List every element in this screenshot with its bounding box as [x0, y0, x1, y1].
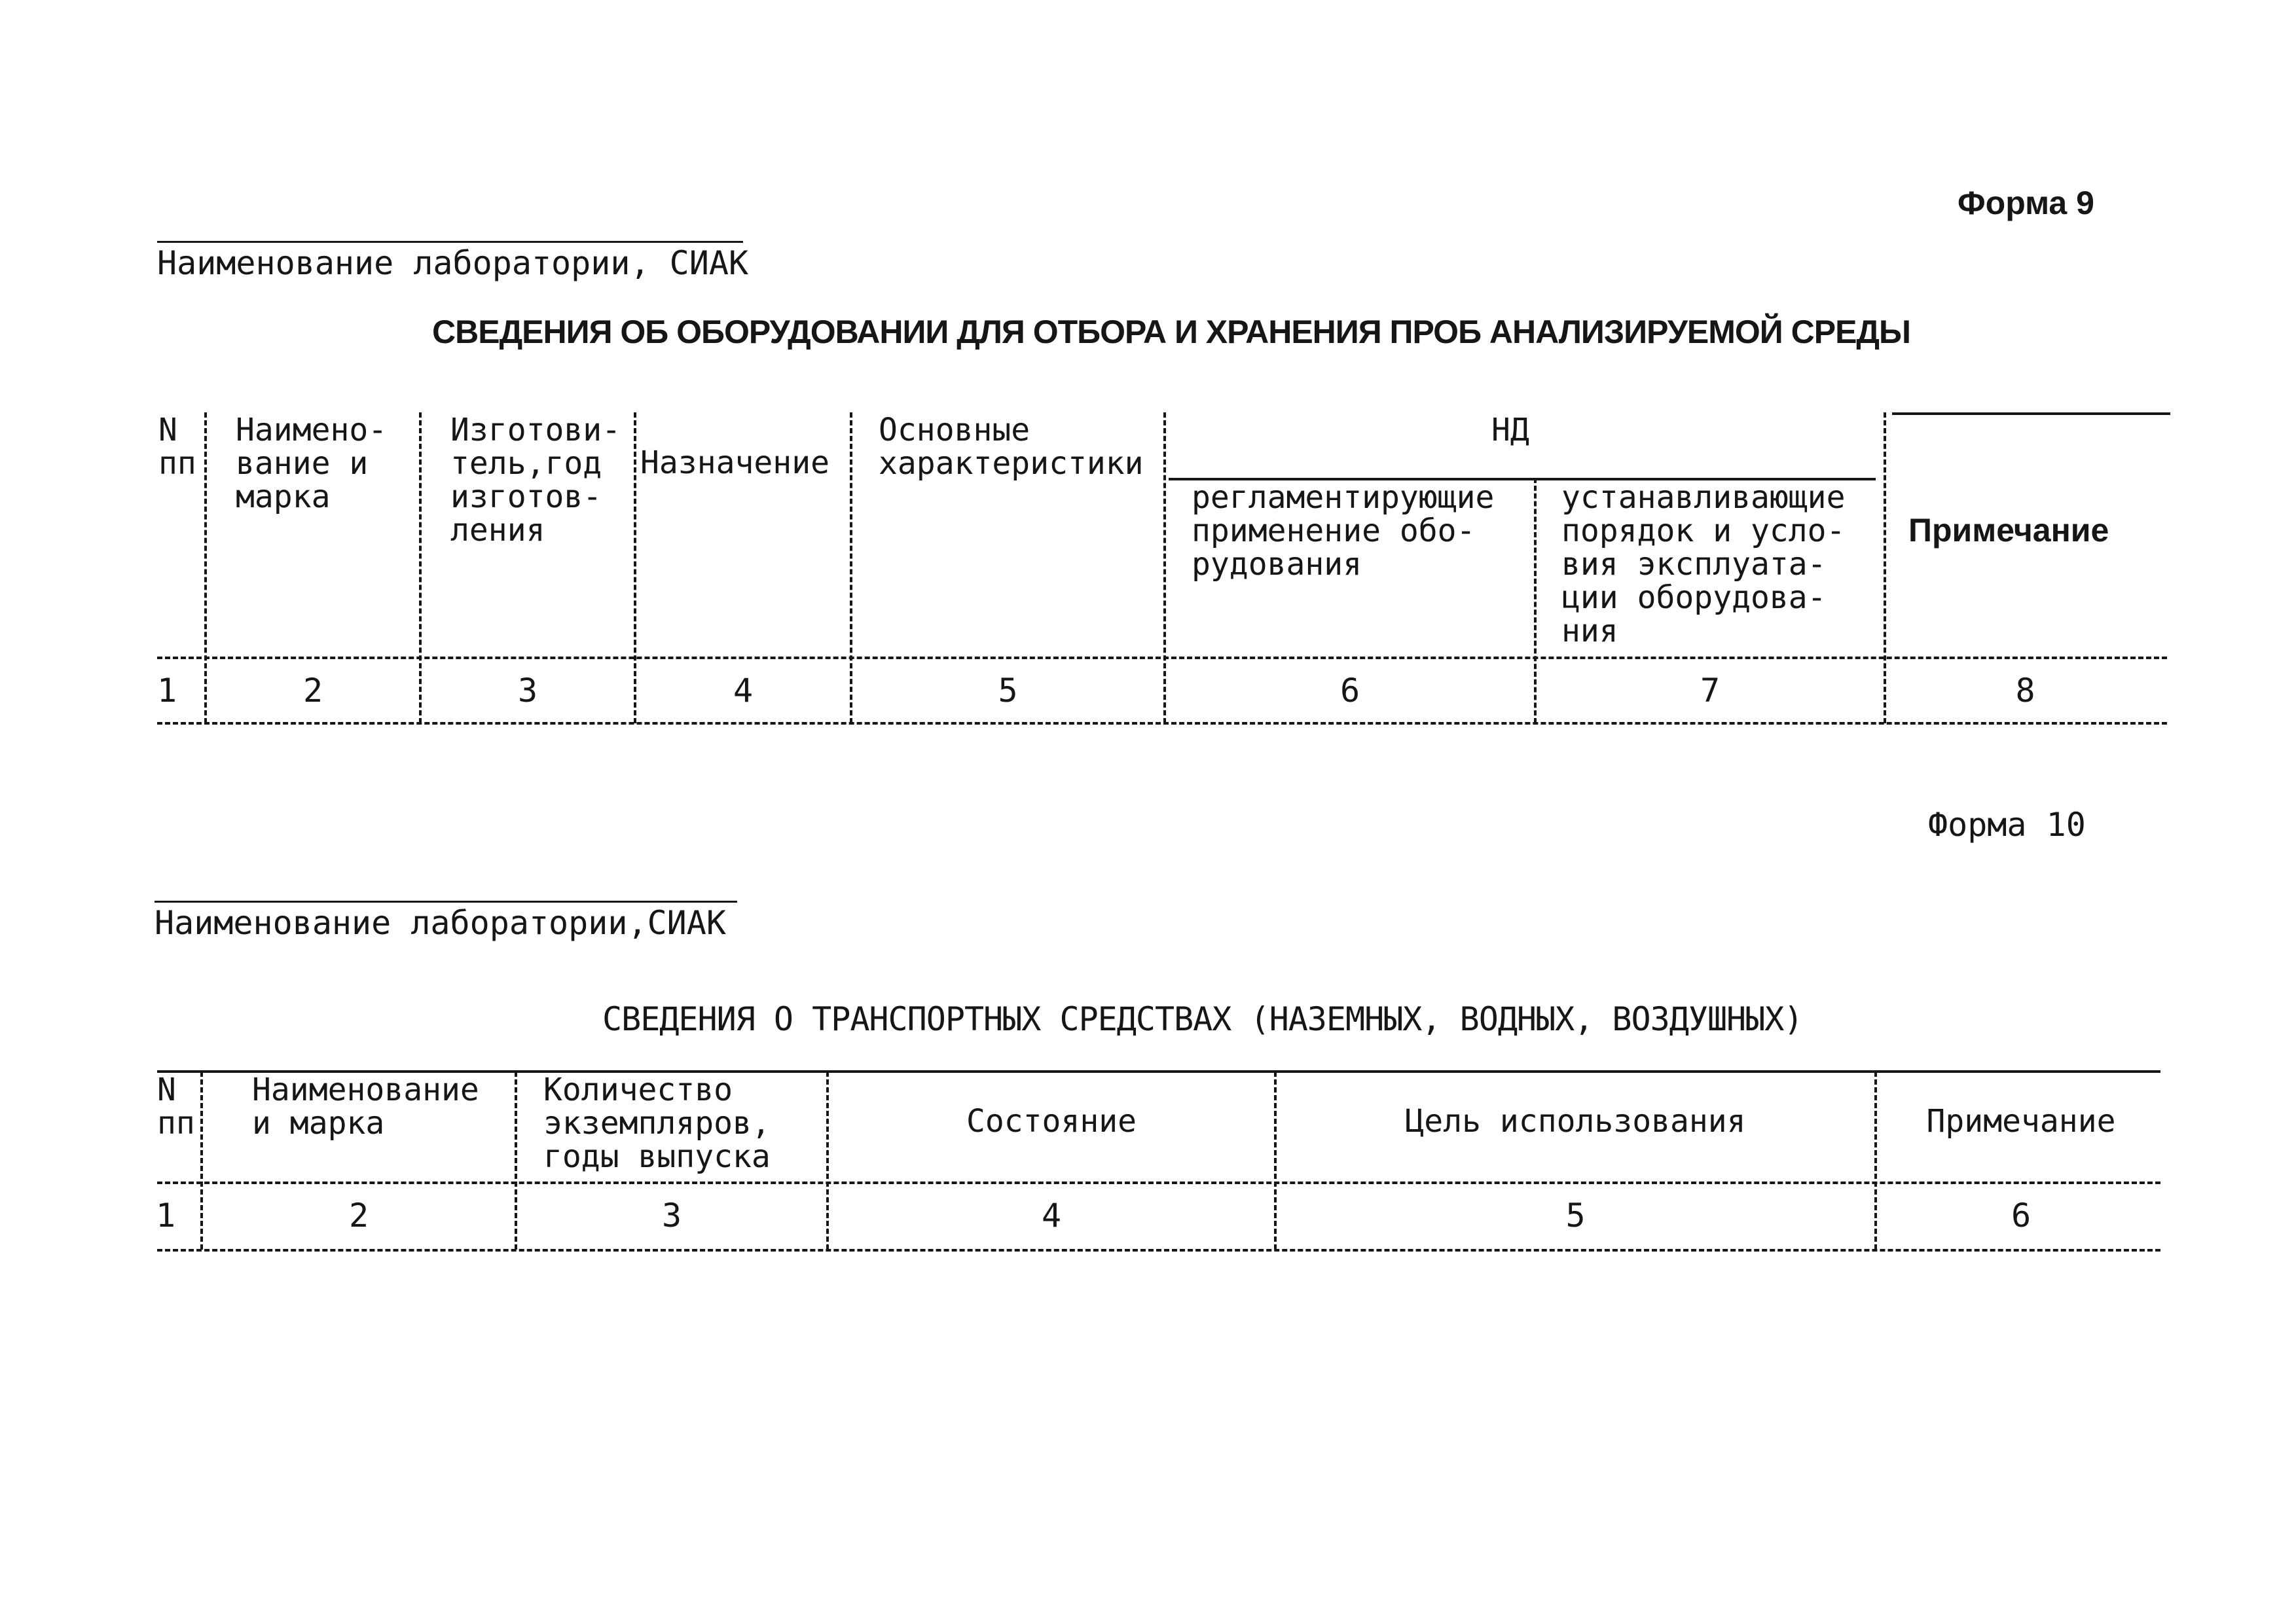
table-rule	[157, 657, 2167, 659]
column-number: 3	[661, 1197, 682, 1235]
column-number: 4	[1041, 1197, 1062, 1235]
table-rule	[1892, 412, 2170, 415]
column-number: 5	[1565, 1197, 1586, 1235]
col-regulating-header: регламентирующие применение обо- рудования	[1192, 479, 1495, 583]
col-note-header: Примечание	[1908, 512, 2109, 549]
column-number: 5	[998, 672, 1018, 710]
form9-lab-name: Наименование лаборатории, СИАК	[157, 241, 743, 280]
form10-lab-name: Наименование лаборатории,СИАК	[155, 901, 737, 939]
col-quantity-header: Количество экземпляров, годы выпуска	[543, 1072, 771, 1175]
col-index-header: N пп	[157, 1072, 195, 1142]
column-number: 2	[302, 672, 323, 710]
col-usage-header: Цель использования	[1405, 1103, 1746, 1140]
table-rule	[157, 722, 2167, 725]
form10-title: СВЕДЕНИЯ О ТРАНСПОРТНЫХ СРЕДСТВАХ (НАЗЕМНЫХ, ВОДНЫХ, ВОЗДУШНЫХ)	[602, 1000, 1803, 1038]
table-rule	[157, 1249, 2160, 1252]
col-manufacturer-header: Изготови- тель,год изготов- ления	[450, 412, 621, 549]
column-number: 7	[1700, 672, 1721, 710]
col-purpose-header: Назначение	[640, 444, 829, 481]
col-name-header: Наимено- вание и марка	[236, 412, 388, 515]
col-index-header: N пп	[158, 412, 196, 482]
column-number: 4	[733, 672, 754, 710]
col-condition-header: Состояние	[966, 1103, 1137, 1140]
col-characteristics-header: Основные характеристики	[879, 412, 1144, 482]
form9-title: СВЕДЕНИЯ ОБ ОБОРУДОВАНИИ ДЛЯ ОТБОРА И ХРАНЕНИЯ ПРОБ АНАЛИЗИРУЕМОЙ СРЕДЫ	[432, 314, 1911, 350]
column-number: 1	[157, 672, 177, 710]
column-number: 6	[1339, 672, 1360, 710]
form10-label: Форма 10	[1928, 806, 2086, 844]
column-number: 3	[517, 672, 538, 710]
col-name-header: Наименование и марка	[252, 1072, 479, 1142]
col-note-header: Примечание	[1926, 1103, 2116, 1140]
column-number: 8	[2015, 672, 2035, 710]
col-establishing-header: устанавливающие порядок и усло- вия эксплуата- ции оборудова- ния	[1561, 479, 1846, 649]
form9-label: Форма 9	[1958, 185, 2094, 221]
column-number: 6	[2011, 1197, 2032, 1235]
col-nd-header: НД	[1491, 412, 1529, 448]
column-number: 1	[156, 1197, 176, 1235]
column-number: 2	[348, 1197, 369, 1235]
table-rule	[157, 1182, 2160, 1184]
